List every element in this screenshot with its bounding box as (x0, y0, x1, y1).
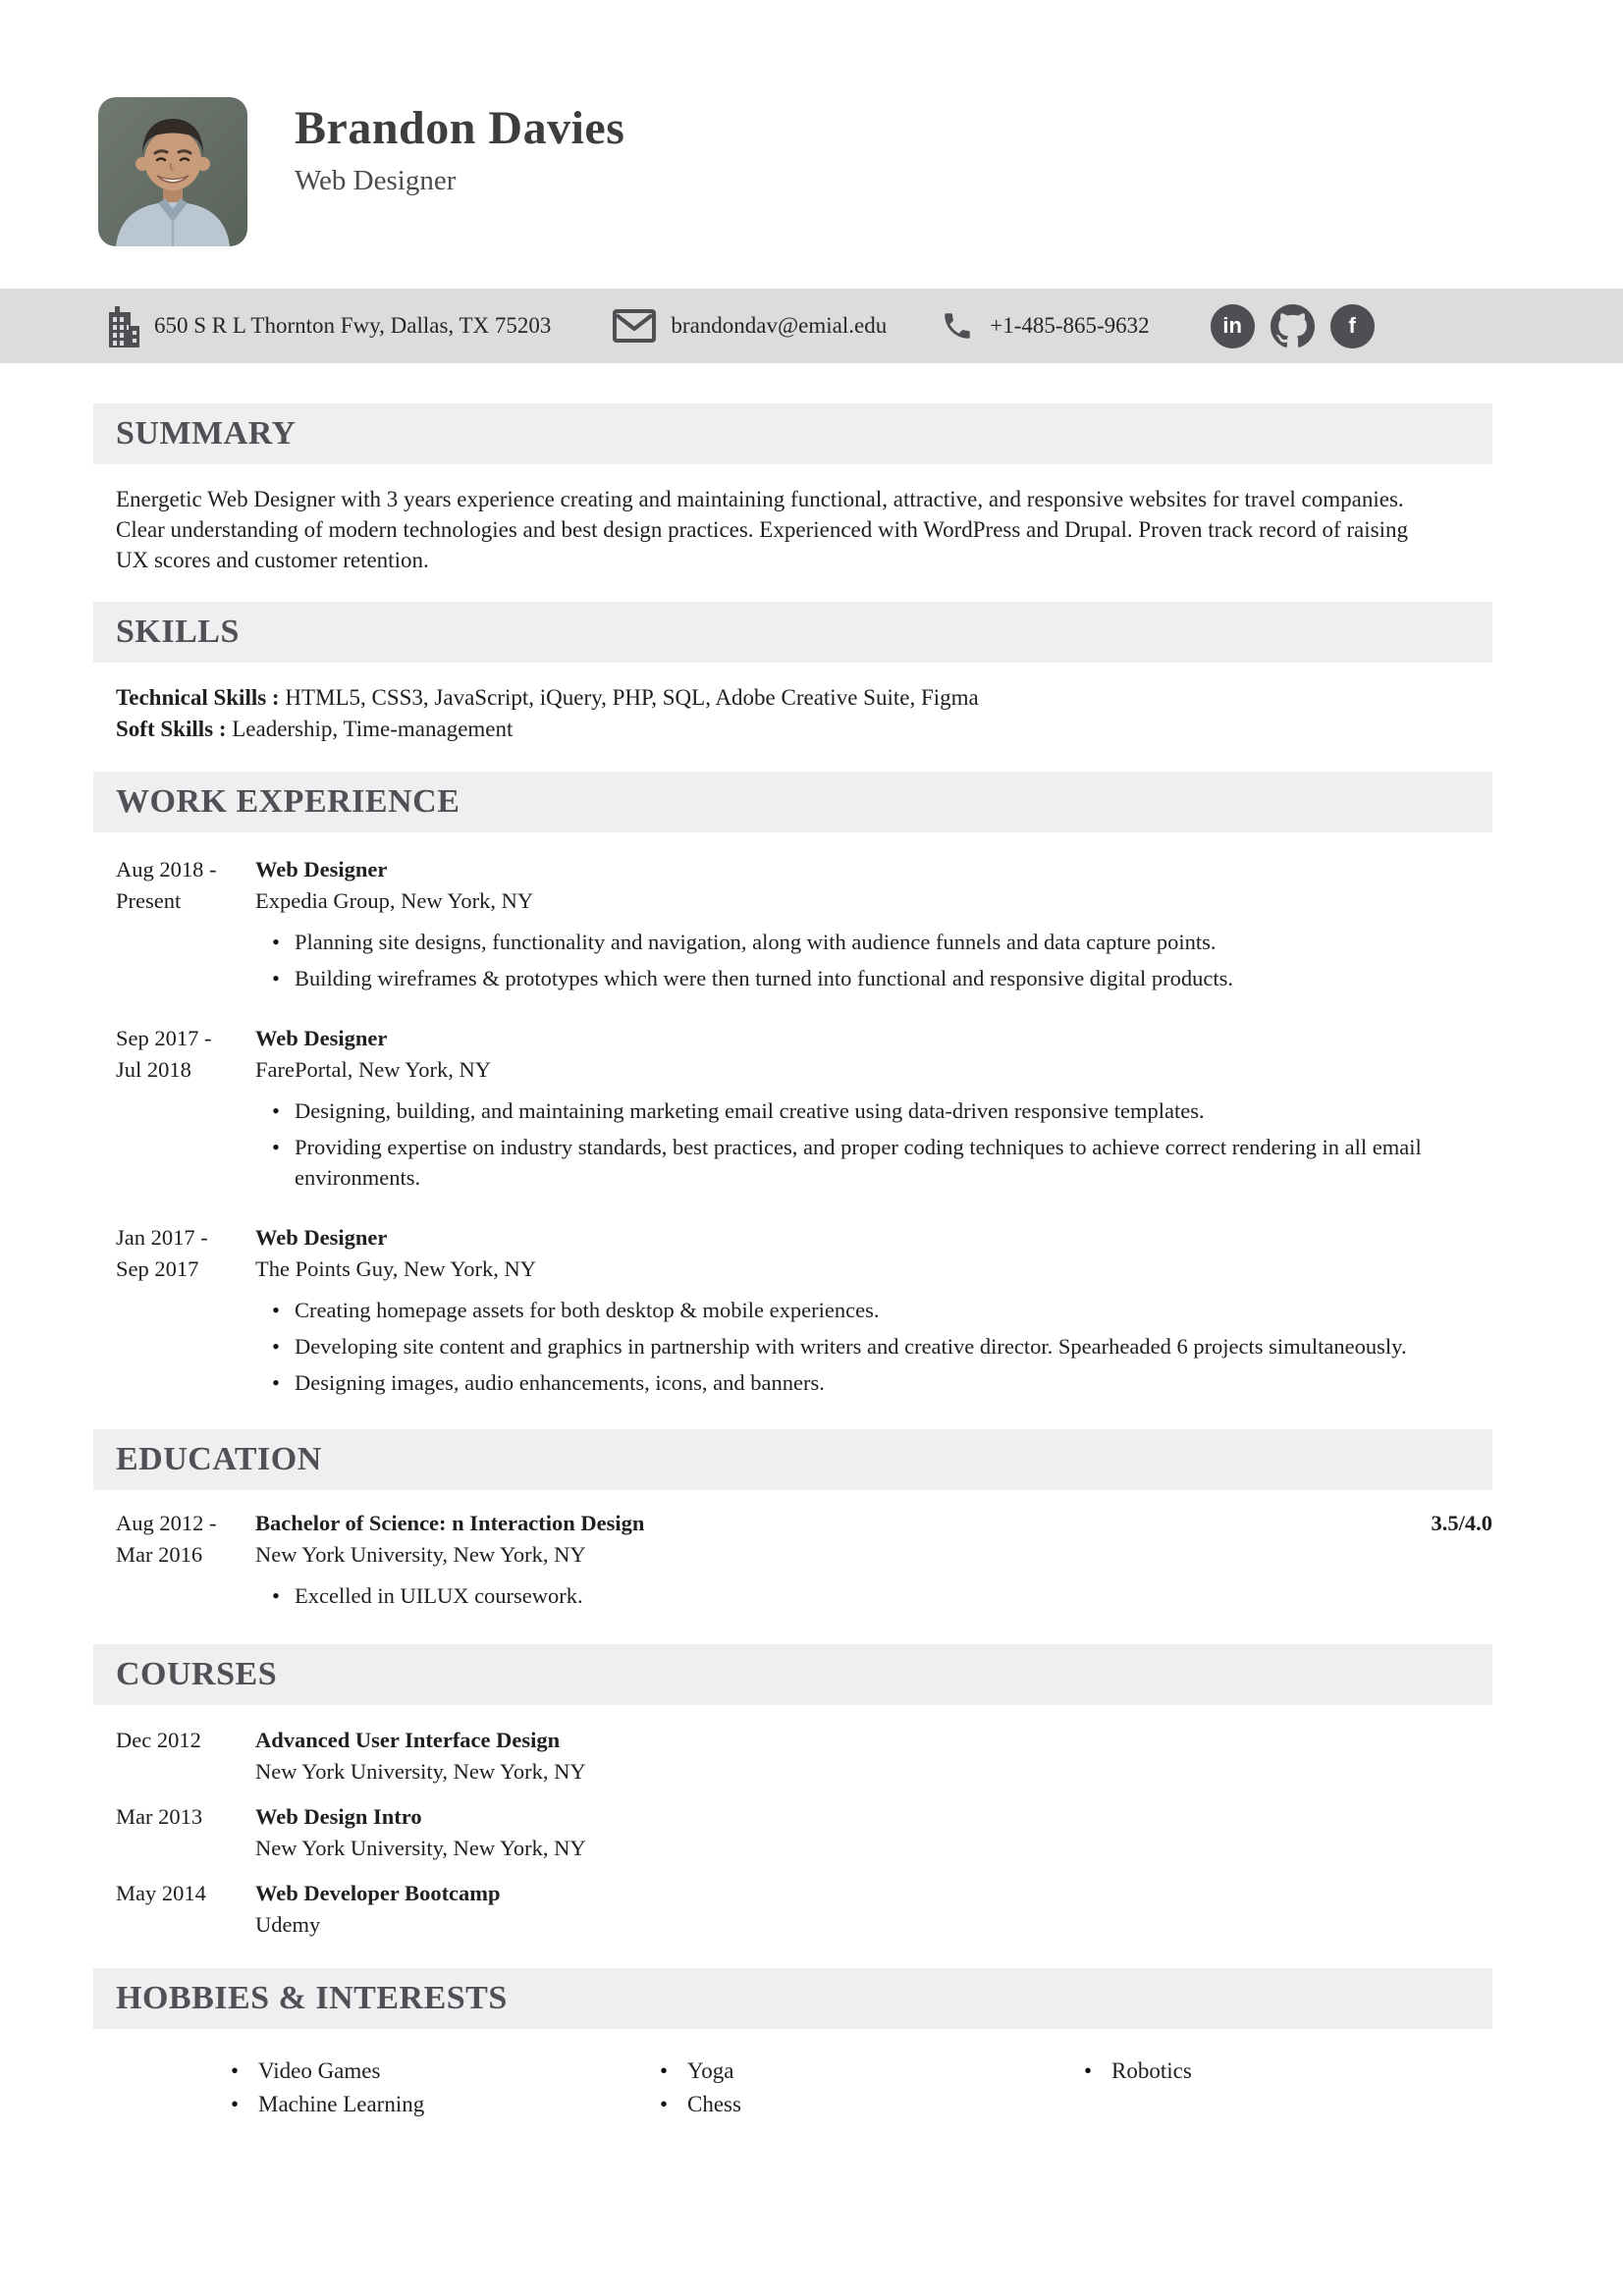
job-date-to: Sep 2017 (116, 1256, 199, 1281)
skills-soft-label: Soft Skills : (116, 717, 227, 741)
education-bullets (255, 1580, 1492, 1611)
job-details (255, 1023, 1492, 1199)
job-entry (116, 854, 1492, 999)
skills-soft-value: Leadership, Time-management (232, 717, 514, 741)
experience-heading: WORK EXPERIENCE (93, 772, 1492, 832)
skills-heading: SKILLS (93, 602, 1492, 663)
course-list (93, 1725, 1492, 1941)
education-date-from: Aug 2012 - (116, 1511, 217, 1535)
mail-icon (612, 308, 657, 344)
hobby-item: • Machine Learning (231, 2088, 660, 2121)
job-bullet: • Developing site content and graphics in partnership with writers and creative director. Spearheaded 6 projects simultaneously. (255, 1331, 1492, 1362)
contact-bar (0, 289, 1623, 363)
course-date: May 2014 (116, 1881, 206, 1905)
job-list (93, 854, 1492, 1404)
section-skills (93, 602, 1492, 745)
job-date-from: Sep 2017 - (116, 1026, 212, 1050)
job-bullet: • Providing expertise on industry standards, best practices, and proper coding techniques to achieve correct rendering in all email environments. (255, 1132, 1492, 1193)
course-date: Mar 2013 (116, 1804, 203, 1829)
job-bullets (255, 927, 1492, 993)
job-date-from: Aug 2018 - (116, 857, 217, 881)
course-title: Advanced User Interface Design (255, 1728, 561, 1752)
profile-photo (98, 97, 247, 246)
hobbies-column (231, 2055, 660, 2121)
job-dates (116, 1222, 255, 1404)
job-bullets (255, 1095, 1492, 1193)
job-date-to: Jul 2018 (116, 1057, 191, 1082)
skills-technical-value: HTML5, CSS3, JavaScript, iQuery, PHP, SQL, Adobe Creative Suite, Figma (285, 685, 979, 710)
education-entry (116, 1508, 1492, 1617)
job-company: FarePortal, New York, NY (255, 1057, 491, 1082)
hobby-item: • Yoga (660, 2055, 1084, 2088)
phone-icon (941, 309, 974, 343)
github-icon[interactable] (1271, 304, 1315, 348)
education-list (93, 1508, 1492, 1617)
contact-address (101, 304, 551, 347)
headline-block (295, 97, 624, 197)
course-org: New York University, New York, NY (255, 1836, 586, 1860)
hobbies-column (1084, 2055, 1192, 2121)
course-entry (116, 1801, 1492, 1864)
hobbies-heading: HOBBIES & INTERESTS (93, 1968, 1492, 2029)
linkedin-icon[interactable] (1211, 304, 1255, 348)
job-bullet: • Building wireframes & prototypes which were then turned into functional and responsive digital products. (255, 963, 1492, 993)
section-courses (93, 1644, 1492, 1941)
hobby-item: • Robotics (1084, 2055, 1192, 2088)
job-bullet: • Planning site designs, functionality and navigation, along with audience funnels and data capture points. (255, 927, 1492, 957)
education-details (255, 1508, 1492, 1617)
contact-phone (941, 309, 1149, 343)
job-entry (116, 1023, 1492, 1199)
skills-soft (116, 714, 1492, 745)
summary-heading: SUMMARY (93, 403, 1492, 464)
summary-text: Energetic Web Designer with 3 years experience creating and maintaining functional, attractive, and responsive websites for travel companies. Clear understanding of modern technologies and best design practices. Experienced with WordPress and Drupal. Proven track record of raising UX scores and customer retention. (116, 487, 1408, 572)
education-bullet: • Excelled in UILUX coursework. (255, 1580, 1492, 1611)
courses-heading: COURSES (93, 1644, 1492, 1705)
skills-list (116, 682, 1492, 745)
course-title: Web Design Intro (255, 1804, 422, 1829)
job-details (255, 854, 1492, 999)
person-title: Web Designer (295, 164, 457, 196)
job-title: Web Designer (255, 857, 388, 881)
contact-email-text: brandondav@emial.edu (671, 313, 888, 338)
job-bullet: • Designing, building, and maintaining marketing email creative using data-driven responsive templates. (255, 1095, 1492, 1126)
job-dates (116, 1023, 255, 1199)
course-title: Web Developer Bootcamp (255, 1881, 501, 1905)
hobbies-list (231, 2055, 1492, 2121)
course-org: New York University, New York, NY (255, 1759, 586, 1784)
linkedin-glyph: in (1222, 313, 1242, 338)
job-date-to: Present (116, 888, 182, 913)
section-summary (93, 403, 1492, 575)
job-company: The Points Guy, New York, NY (255, 1256, 537, 1281)
job-title: Web Designer (255, 1026, 388, 1050)
education-date-to: Mar 2016 (116, 1542, 203, 1567)
section-hobbies (93, 1968, 1492, 2121)
skills-technical-label: Technical Skills : (116, 685, 280, 710)
resume-body (93, 403, 1492, 2121)
contact-phone-text: +1-485-865-9632 (990, 313, 1150, 338)
skills-technical (116, 682, 1492, 714)
section-experience (93, 772, 1492, 1404)
building-icon (101, 304, 140, 347)
job-date-from: Jan 2017 - (116, 1225, 208, 1250)
resume-header (0, 0, 1623, 246)
job-bullet: • Designing images, audio enhancements, icons, and banners. (255, 1367, 1492, 1398)
course-entry (116, 1725, 1492, 1788)
avatar-illustration (98, 97, 247, 246)
job-bullet: • Creating homepage assets for both desktop & mobile experiences. (255, 1295, 1492, 1325)
education-degree: Bachelor of Science: n Interaction Design (255, 1511, 645, 1535)
contact-email (612, 308, 887, 344)
course-entry (116, 1878, 1492, 1941)
hobby-item: • Video Games (231, 2055, 660, 2088)
person-name: Brandon Davies (295, 102, 625, 154)
job-bullets (255, 1295, 1492, 1398)
hobby-item: • Chess (660, 2088, 1084, 2121)
education-gpa: 3.5/4.0 (1431, 1511, 1492, 1535)
course-org: Udemy (255, 1912, 321, 1937)
education-dates (116, 1508, 255, 1617)
section-education (93, 1429, 1492, 1617)
education-school: New York University, New York, NY (255, 1542, 586, 1567)
facebook-icon[interactable] (1330, 304, 1375, 348)
social-links (1211, 304, 1375, 348)
job-title: Web Designer (255, 1225, 388, 1250)
job-entry (116, 1222, 1492, 1404)
facebook-glyph: f (1348, 313, 1356, 338)
hobbies-column (660, 2055, 1084, 2121)
contact-address-text: 650 S R L Thornton Fwy, Dallas, TX 75203 (154, 313, 552, 338)
course-date: Dec 2012 (116, 1728, 201, 1752)
job-details (255, 1222, 1492, 1404)
education-heading: EDUCATION (93, 1429, 1492, 1490)
job-dates (116, 854, 255, 999)
job-company: Expedia Group, New York, NY (255, 888, 534, 913)
